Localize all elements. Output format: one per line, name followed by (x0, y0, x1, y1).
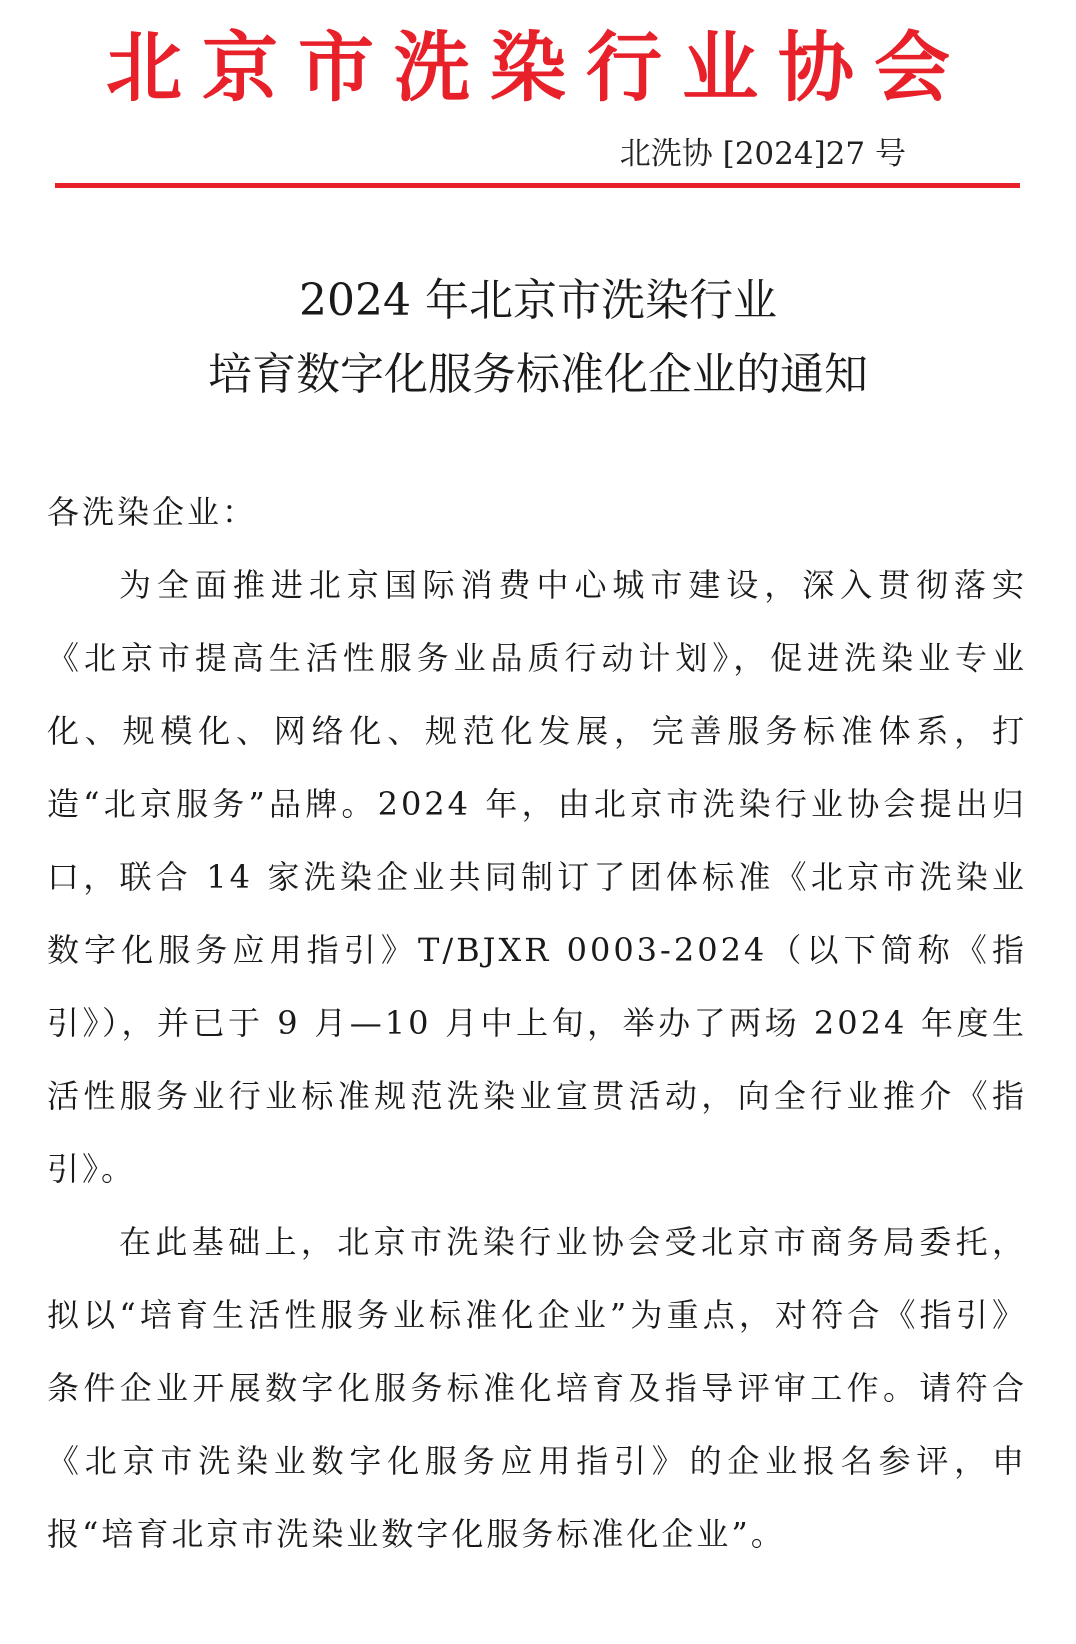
organization-header: 北京市洗染行业协会 (106, 23, 970, 112)
notice-title (0, 264, 1076, 412)
document-number: 北洗协 [2024]27 号 (619, 136, 906, 172)
body-paragraph-1: 为全面推进北京国际消费中心城市建设，深入贯彻落实《北京市提高生活性服务业品质行动计划》，促进洗染业专业化、规模化、网络化、规范化发展，完善服务标准体系，打造“北京服务”品牌。2024 年，由北京市洗染行业协会提出归口，联合 14 家洗染企业共同制订了团体标准《北京市洗染业数字化服务应用指引》T/BJXR 0003-2024（以下简称《指引》），并已于 9 月—10 月中上旬，举办了两场 2024 年度生活性服务业行业标准规范洗染业宣贯活动，向全行业推介《指引》。 (47, 566, 1027, 1188)
body-paragraph-2: 在此基础上，北京市洗染行业协会受北京市商务局委托，拟以“培育生活性服务业标准化企业”为重点，对符合《指引》条件企业开展数字化服务标准化培育及指导评审工作。请符合《北京市洗染业数字化服务应用指引》的企业报名参评，申报“培育北京市洗染业数字化服务标准化企业”。 (47, 1223, 1027, 1553)
notice-title-line-1: 2024 年北京市洗染行业 (299, 275, 777, 326)
document-body (47, 476, 1027, 1571)
notice-title-line-2: 培育数字化服务标准化企业的通知 (208, 349, 868, 400)
red-divider-line (55, 183, 1020, 188)
salutation: 各洗染企业： (47, 493, 258, 531)
